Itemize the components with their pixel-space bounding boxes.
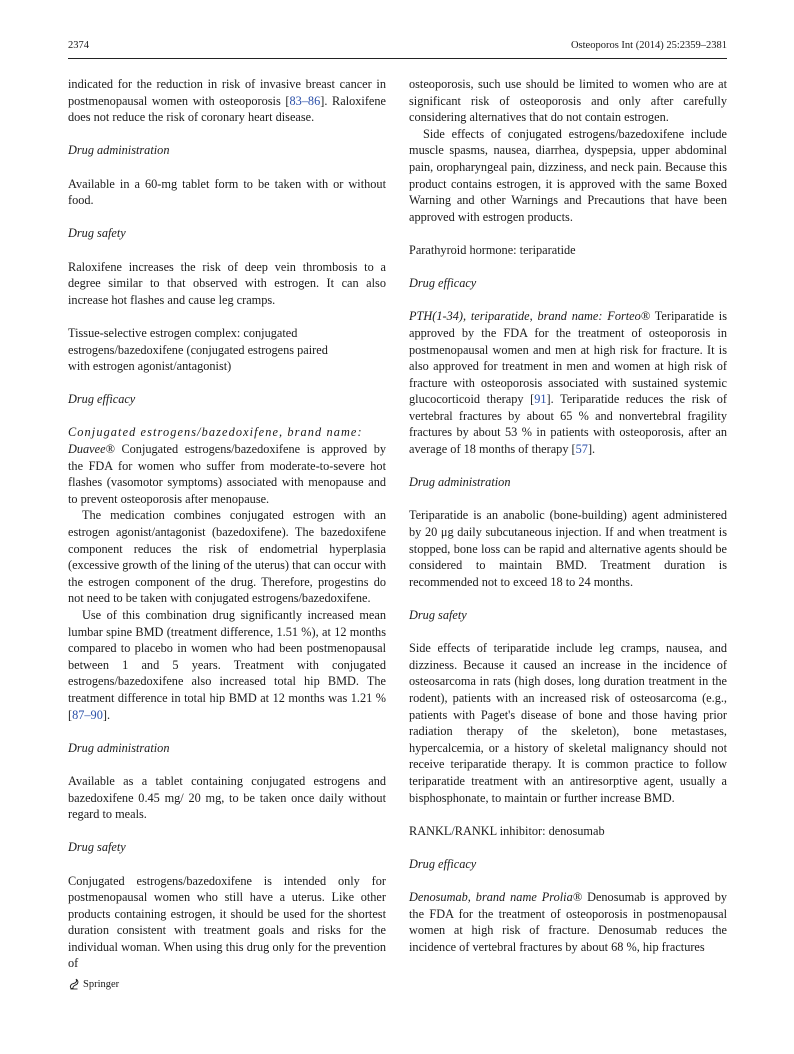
left-column: [68, 76, 386, 972]
paragraph-denosumab-efficacy: Denosumab, brand name Prolia® Denosumab is approved by the FDA for the treatment of osteoporosis in postmenopausal women at high risk of fracture. Denosumab reduces the incidence of vertebral fractures by about 68 %, hip fractures: [409, 890, 727, 954]
paragraph-teriparatide-efficacy: PTH(1-34), teriparatide, brand name: Forteo® Teriparatide is approved by the FDA for the treatment of osteoporosis in postmenopausal women and men at high risk for fracture. It is also approved for treatment in men and women at high risk of fracture with osteoporosis associated with sustained systemic glucocorticoid therapy [91]. Teriparatide reduces the risk of vertebral fractures by about 65 % and nonvertebral fragility fractures by about 53 % in patients with osteoporosis, after an average of 18 months of therapy [57].: [409, 309, 727, 457]
subheading-drug-safety: Drug safety: [409, 608, 467, 622]
publisher-name: Springer: [83, 978, 120, 990]
inline-heading: PTH(1-34), teriparatide, brand name: Forteo®: [409, 309, 651, 324]
citation-link[interactable]: 91: [534, 392, 547, 407]
paragraph-duavee-combination: The medication combines conjugated estrogen with an estrogen agonist/antagonist (bazedoxifene). The bazedoxifene component reduces the risk of endometrial hyperplasia (excessive growth of the lining of the uterus) that can occur with the estrogen component of the drug. Therefore, progestins do not need to be taken with conjugated estrogens/bazedoxifene.: [68, 508, 386, 606]
paragraph-duavee-bmd: Use of this combination drug significantly increased mean lumbar spine BMD (treatment difference, 1.51 %), at 12 months compared to placebo in women who had been postmenopausal between 1 and 5 years. Treatment with conjugated estrogens/bazedoxifene also increased total hip BMD. The treatment difference in total hip BMD at 12 months was 1.21 % [87–90].: [68, 608, 386, 722]
inline-heading: Conjugated estrogens/bazedoxifene, brand name:: [68, 425, 363, 440]
paragraph-duavee-safety: Conjugated estrogens/bazedoxifene is intended only for postmenopausal women who still have a uterus. Like other products containing estrogen, it should be used for the shortest duration consistent with treatment goals and risks for the individual woman. When using this drug only for the prevention of: [68, 873, 386, 971]
right-column: [409, 76, 727, 955]
citation-link[interactable]: 57: [575, 442, 588, 457]
subheading-drug-administration: Drug administration: [68, 143, 170, 158]
subheading-drug-administration: Drug administration: [409, 475, 511, 490]
header-rule: [68, 58, 727, 59]
page-number: 2374: [68, 40, 89, 51]
citation-link[interactable]: 83–86: [289, 93, 321, 108]
paragraph-raloxifene-safety: Raloxifene increases the risk of deep vein thrombosis to a degree similar to that observed with estrogen. It can also increase hot flashes and cause leg cramps.: [68, 259, 386, 307]
paragraph-duavee-safety-cont: osteoporosis, such use should be limited to women who are at significant risk of osteoporosis and only after carefully considering alternatives that do not contain estrogen.: [409, 77, 727, 125]
inline-heading: Denosumab, brand name Prolia®: [409, 890, 583, 905]
subheading-drug-safety: Drug safety: [68, 226, 126, 241]
page-footer: [68, 978, 119, 990]
paragraph-teriparatide-administration: Teriparatide is an anabolic (bone-building) agent administered by 20 μg daily subcutaneous injection. If and when treatment is stopped, bone loss can be rapid and alternative agents should be considered to maintain BMD. Treatment duration is recommended not to exceed 18 to 24 months.: [409, 508, 727, 589]
section-heading-tissue-selective: Tissue-selective estrogen complex: conjugated estrogens/bazedoxifene (conjugated estrogens paired with estrogen agonist/antagonist): [68, 325, 328, 374]
section-heading-teriparatide: Parathyroid hormone: teriparatide: [409, 242, 576, 257]
subheading-drug-efficacy: Drug efficacy: [68, 392, 136, 407]
springer-logo-icon: [68, 978, 80, 990]
subheading-drug-efficacy: Drug efficacy: [409, 856, 477, 871]
paragraph-raloxifene-indication: indicated for the reduction in risk of invasive breast cancer in postmenopausal women with osteoporosis [83–86]. Raloxifene does not reduce the risk of coronary heart disease.: [68, 77, 387, 125]
running-header: [68, 40, 727, 56]
citation-link[interactable]: 87–90: [72, 707, 103, 722]
subheading-drug-efficacy: Drug efficacy: [409, 276, 477, 291]
subheading-drug-administration: Drug administration: [68, 740, 170, 755]
section-heading-denosumab: RANKL/RANKL inhibitor: denosumab: [409, 823, 605, 838]
paragraph-duavee-efficacy: Conjugated estrogens/bazedoxifene, brand name: Duavee® Conjugated estrogens/bazedoxifene is approved by the FDA for women who suffer from moderate-to-severe hot flashes (vasomotor symptoms) associated with menopause and to prevent osteoporosis after menopause.: [68, 425, 386, 506]
paragraph-duavee-administration: Available as a tablet containing conjugated estrogens and bazedoxifene 0.45 mg/ 20 mg, to be taken once daily without regard to meals.: [68, 773, 386, 822]
journal-reference: Osteoporos Int (2014) 25:2359–2381: [570, 40, 727, 51]
paragraph-duavee-side-effects: Side effects of conjugated estrogens/bazedoxifene include muscle spasms, nausea, diarrhea, dyspepsia, upper abdominal pain, oropharyngeal pain, dizziness, and neck pain. Because this product contains estrogen, it is approved with the same Boxed Warning and other Warnings and Precautions that have been approved with estrogen products.: [409, 126, 727, 224]
paragraph-teriparatide-safety: Side effects of teriparatide include leg cramps, nausea, and dizziness. Because it caused an increase in the incidence of osteosarcoma in rats (high doses, long duration treatment in the rodent), patients with an increased risk of osteosarcoma (e.g., patients with Paget's disease of bone and those having prior radiation therapy of the skeleton), bone metastases, hypercalcemia, or a history of skeletal malignancy should not receive teriparatide therapy. It is common practice to follow teriparatide treatment with an antiresorptive agent, usually a bisphosphonate, to maintain or further increase BMD.: [409, 641, 727, 805]
subheading-drug-safety: Drug safety: [68, 840, 126, 855]
paragraph-raloxifene-administration: Available in a 60-mg tablet form to be taken with or without food.: [68, 176, 386, 208]
